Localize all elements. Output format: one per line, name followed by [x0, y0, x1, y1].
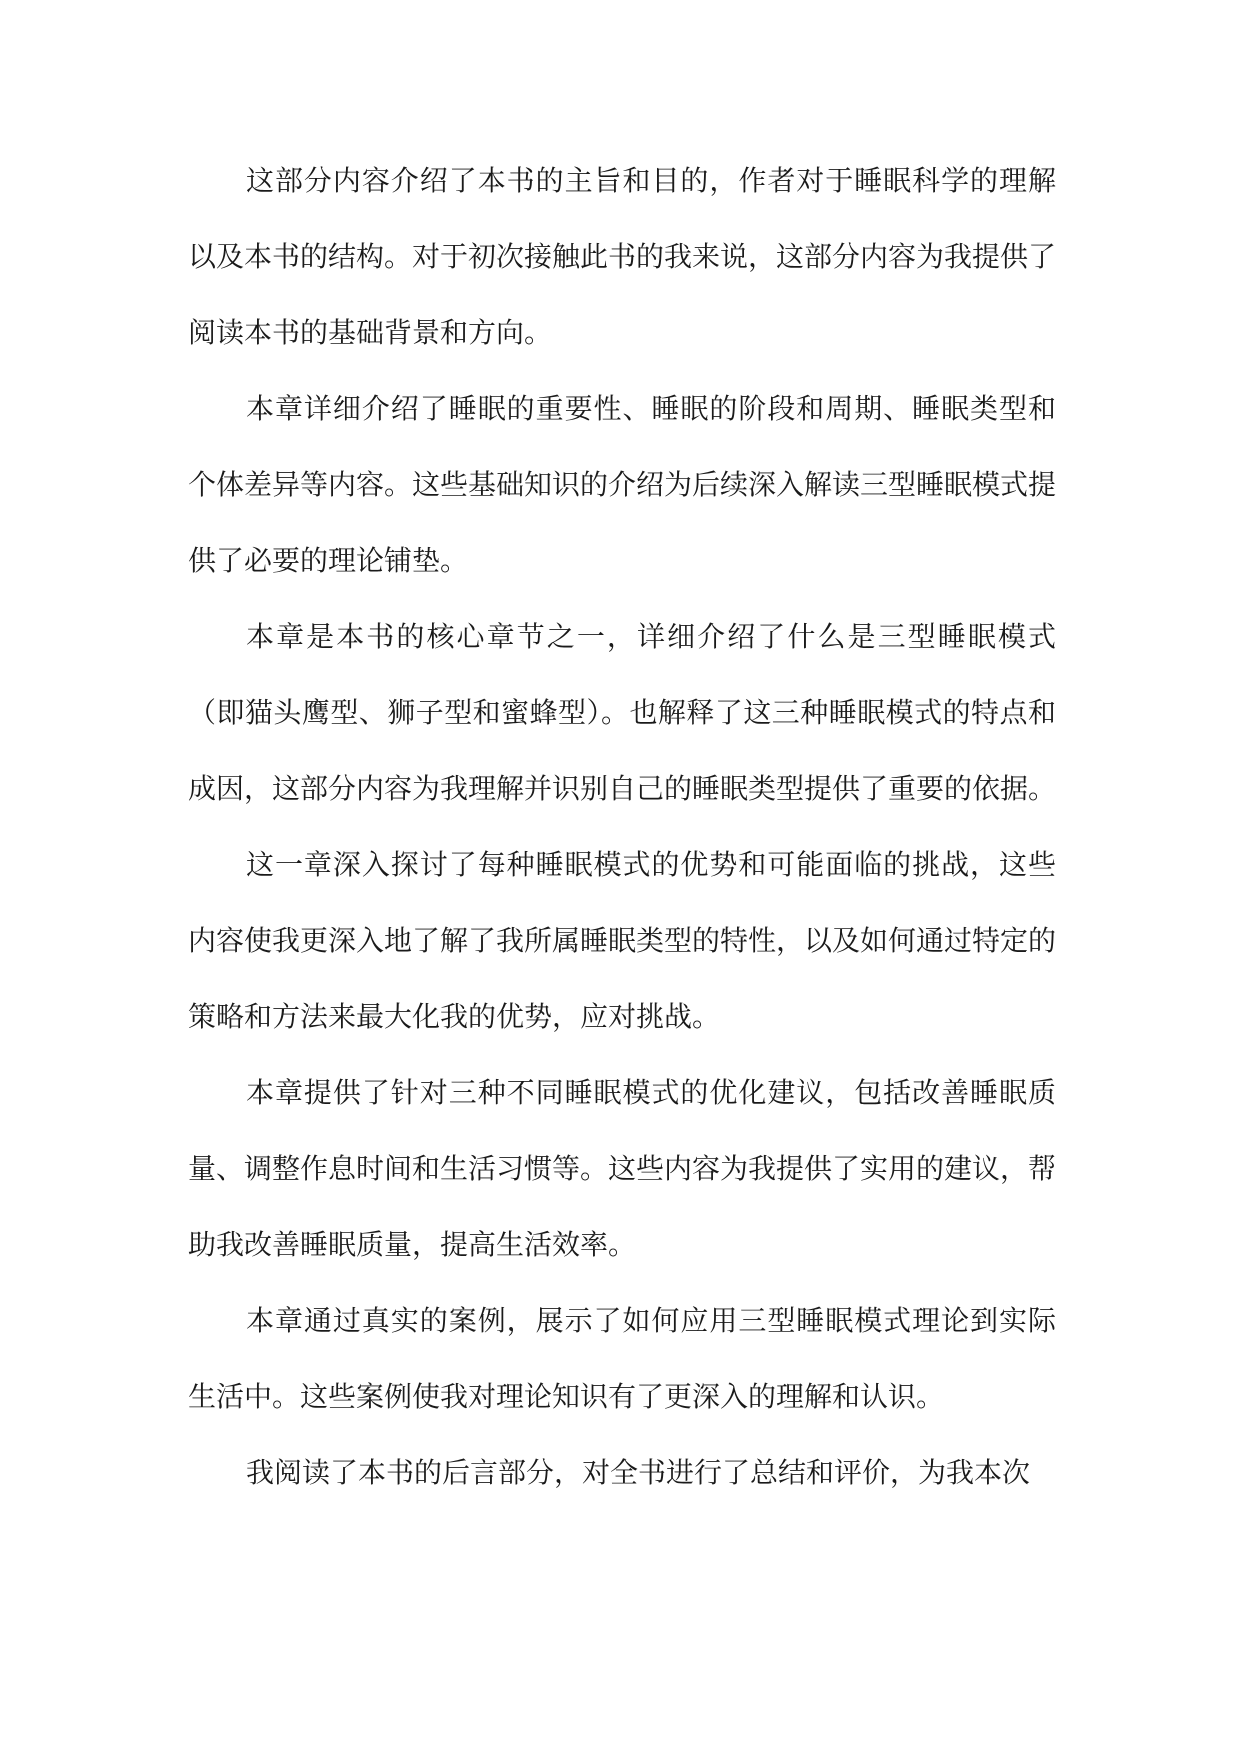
paragraph-afterword: 我阅读了本书的后言部分，对全书进行了总结和评价，为我本次 [246, 1456, 1031, 1489]
paragraph-strengths-challenges: 这一章深入探讨了每种睡眠模式的优势和可能面临的挑战，这些内容使我更深入地了解了我所属睡眠类型的特性，以及如何通过特定的策略和方法来最大化我的优势，应对挑战。 [188, 848, 1057, 1033]
paragraph-sleep-basics: 本章详细介绍了睡眠的重要性、睡眠的阶段和周期、睡眠类型和个体差异等内容。这些基础知识的介绍为后续深入解读三型睡眠模式提供了必要的理论铺垫。 [188, 392, 1057, 577]
paragraph-optimization-advice: 本章提供了针对三种不同睡眠模式的优化建议，包括改善睡眠质量、调整作息时间和生活习惯等。这些内容为我提供了实用的建议，帮助我改善睡眠质量，提高生活效率。 [188, 1076, 1057, 1261]
paragraph-case-studies: 本章通过真实的案例，展示了如何应用三型睡眠模式理论到实际生活中。这些案例使我对理论知识有了更深入的理解和认识。 [188, 1304, 1056, 1413]
document-body [188, 143, 1056, 1511]
paragraph-introduction: 这部分内容介绍了本书的主旨和目的，作者对于睡眠科学的理解以及本书的结构。对于初次接触此书的我来说，这部分内容为我提供了阅读本书的基础背景和方向。 [188, 164, 1057, 349]
paragraph-three-sleep-types: 本章是本书的核心章节之一，详细介绍了什么是三型睡眠模式（即猫头鹰型、狮子型和蜜蜂型）。也解释了这三种睡眠模式的特点和成因，这部分内容为我理解并识别自己的睡眠类型提供了重要的依据。 [188, 620, 1057, 805]
